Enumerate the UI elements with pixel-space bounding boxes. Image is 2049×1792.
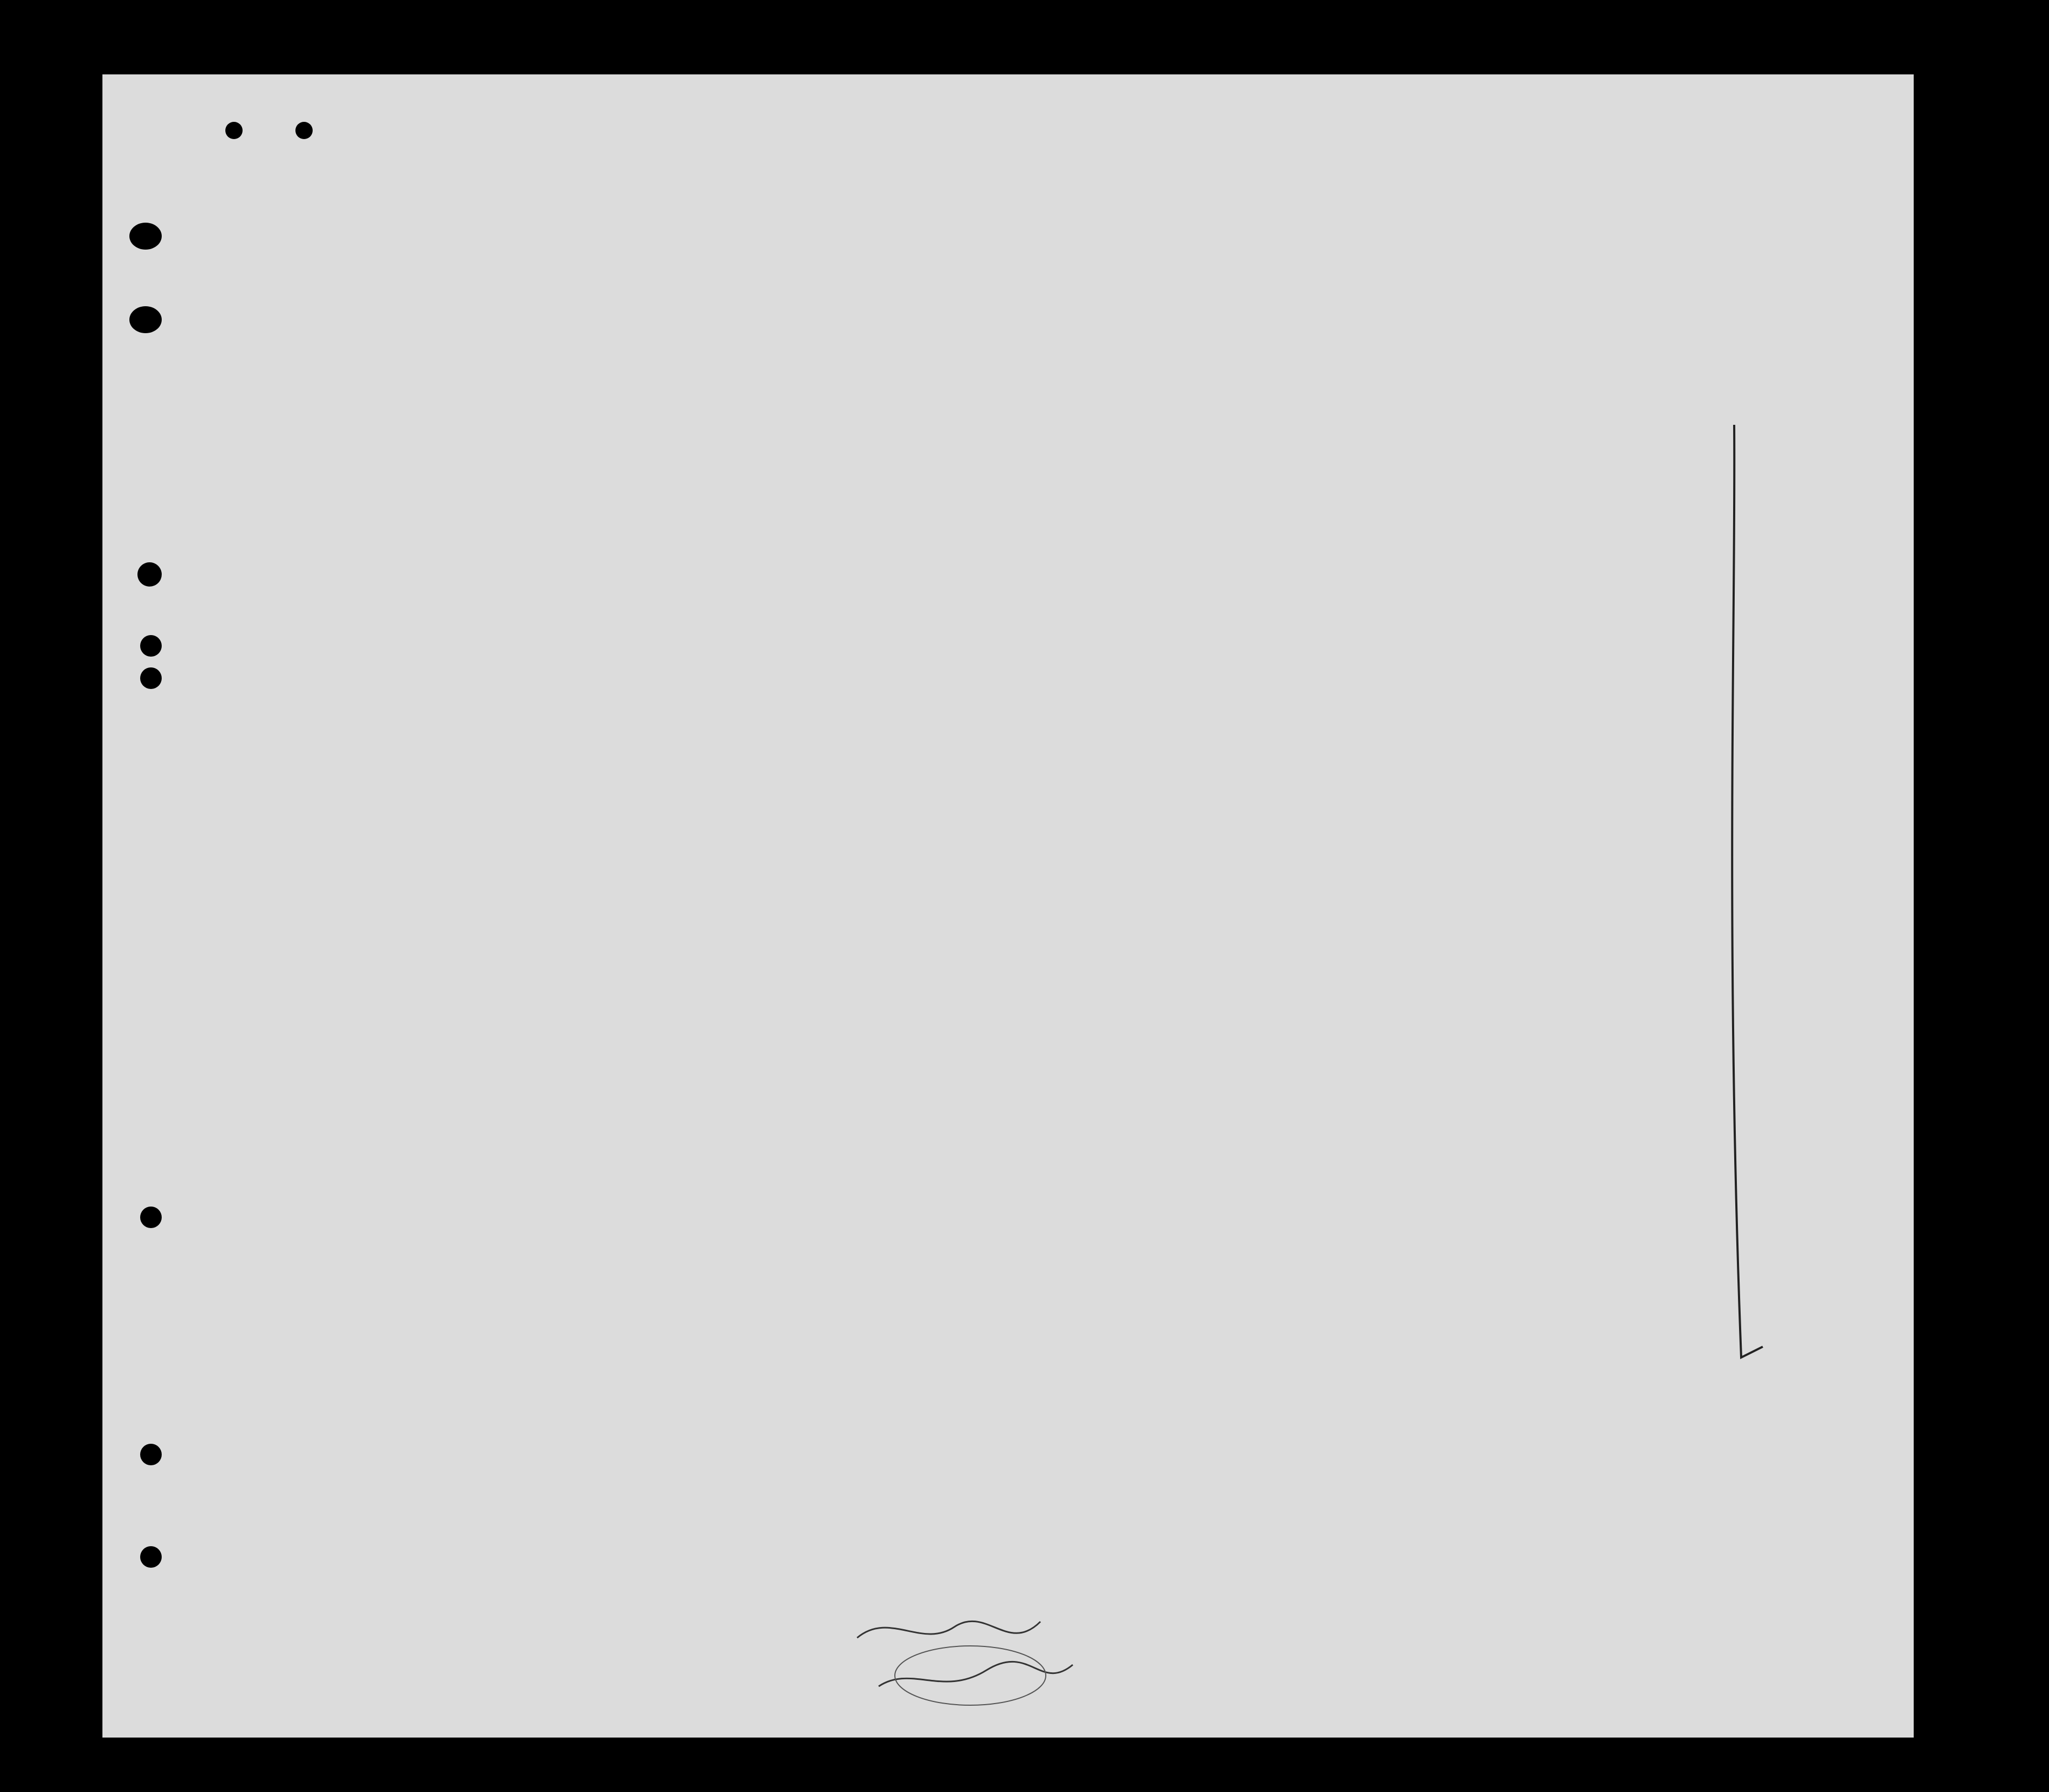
- manifest-sheet: [102, 74, 1914, 1738]
- inspector-signature: [846, 1605, 1094, 1713]
- handwritten-marks: [102, 74, 1914, 1738]
